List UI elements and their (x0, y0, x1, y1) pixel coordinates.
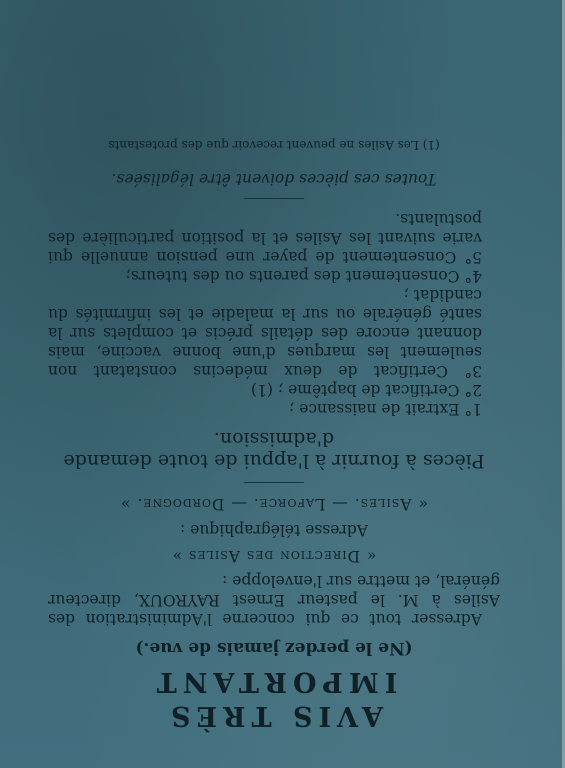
documents-heading: Pièces à fournir à l'appui de toute demande d'admission. (63, 428, 485, 472)
document-item-3: 3° Certificat de deux médecins constatant non seulement les marques d'une bonne vaccine, mais donnant encore des détails précis et complets sur la santé générale ou sur la maladie et les infirmités du candidat ; (48, 286, 482, 380)
envelope-line: « Direction des Asiles » (171, 547, 377, 565)
legalization-note: Toutes ces pièces doivent être légalisées. (111, 170, 437, 188)
document-item-5: 5° Consentement de payer une pension annuelle qui varie suivant les Asiles et la position particulière des postulants. (48, 210, 482, 266)
document-item-2: 2° Certificat de baptême ; (1) (251, 381, 482, 399)
notice-subtitle: (Ne le perdez jamais de vue.) (135, 638, 413, 658)
telegraph-address: « Asiles. — Laforce. — Dordogne. » (120, 495, 428, 513)
section-divider-2 (244, 198, 304, 199)
footnote: (1) Les Asiles ne peuvent recevoir que des protestants (108, 138, 440, 152)
section-divider (244, 482, 304, 483)
telegraph-label: Adresse télégraphique : (180, 521, 368, 539)
notice-title: AVIS TRÈS IMPORTANT (150, 666, 398, 731)
document-item-1: 1° Extrait de naissance ; (289, 400, 482, 418)
document-item-4: 4° Consentement des parents ou des tuteurs; (125, 267, 482, 285)
notice-content (48, 138, 500, 732)
address-paragraph: Adresser tout ce qui concerne l'Administration des Asiles à M. le pasteur Ernest RAYROUX, directeur général, et mettre sur l'enveloppe : (48, 572, 500, 628)
